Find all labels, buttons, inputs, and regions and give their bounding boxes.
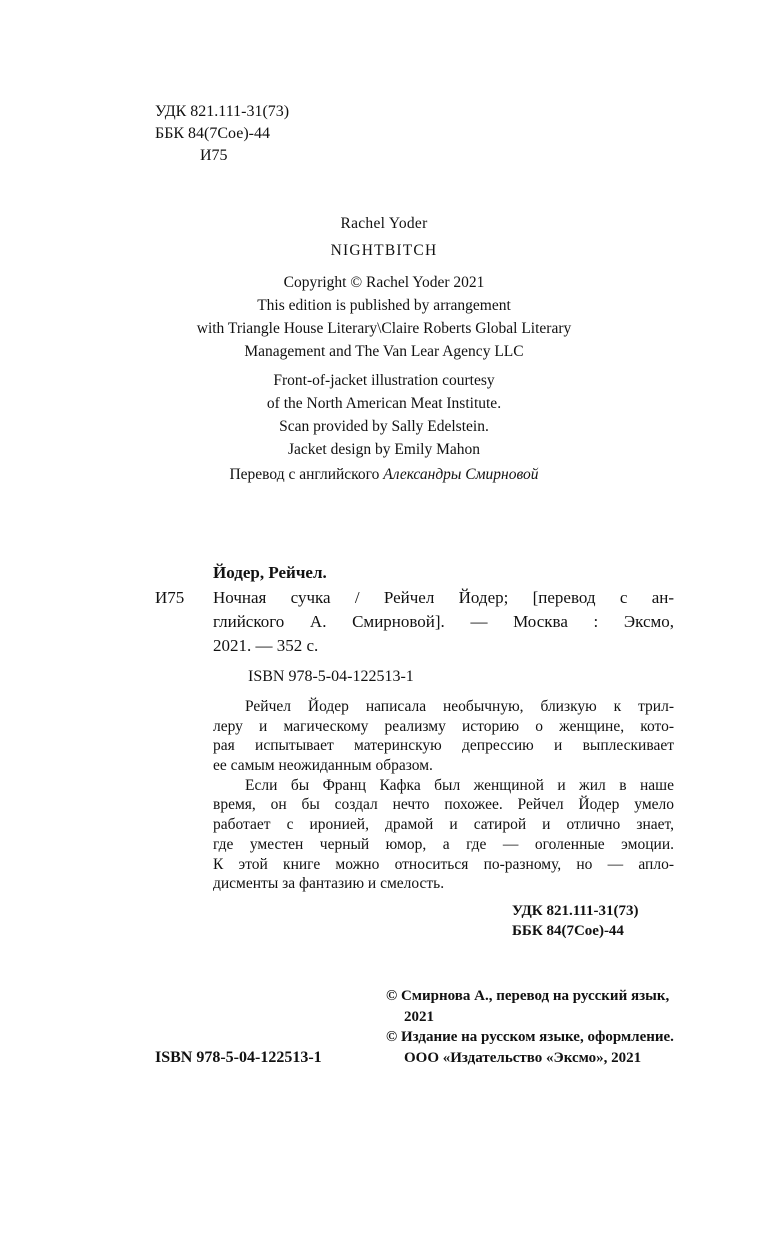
copyright-line: with Triangle House Literary\Claire Roberts Global Literary <box>196 320 572 337</box>
copyright-line: Copyright © Rachel Yoder 2021 <box>283 274 485 291</box>
translation-prefix: Перевод с английского <box>229 466 380 483</box>
copyright-line: This edition is published by arrangement <box>257 297 511 314</box>
annotation-line: ее самым неожиданным образом. <box>213 757 433 775</box>
annotation-line: Если бы Франц Кафка был женщиной и жил в наше <box>245 776 674 794</box>
cover-credits <box>0 369 768 461</box>
cover-credit-line: Front-of-jacket illustration courtesy <box>273 372 495 389</box>
original-title: NIGHTBITCH <box>330 242 438 259</box>
copyright-line: Management and The Van Lear Agency LLC <box>244 343 524 360</box>
top-classification-codes <box>155 101 289 167</box>
cover-credit-line: Scan provided by Sally Edelstein. <box>279 418 489 435</box>
catalog-entry-heading: Йодер, Рейчел. <box>213 563 327 582</box>
catalog-entry-isbn: ISBN 978-5-04-122513-1 <box>248 668 414 685</box>
translation-credit <box>0 465 768 485</box>
annotation-line: работает с иронией, драмой и сатирой и отлично знает, <box>213 816 674 834</box>
copyright-note-line: © Издание на русском языке, оформление. <box>386 1029 674 1045</box>
catalog-entry-code: И75 <box>155 588 185 607</box>
copyright-notice <box>0 271 768 363</box>
bottom-bbk-code: ББК 84(7Сое)-44 <box>512 923 624 939</box>
cover-credit-line: of the North American Meat Institute. <box>266 395 502 412</box>
catalog-entry-description <box>213 586 674 658</box>
description-line: 2021. — 352 с. <box>213 636 319 655</box>
description-line: Ночная сучка / Рейчел Йодер; [перевод с ан- <box>213 588 674 607</box>
translator-name: Александры Смирновой <box>383 466 539 483</box>
annotation <box>213 697 674 894</box>
cover-credit-line: Jacket design by Emily Mahon <box>288 441 480 458</box>
author-code: И75 <box>200 147 228 164</box>
copyright-note-line: © Смирнова А., перевод на русский язык, <box>386 988 670 1004</box>
annotation-line: К этой книге можно относиться по-разному, но — апло- <box>213 855 674 873</box>
annotation-line: Рейчел Йодер написала необычную, близкую к трил- <box>245 698 674 715</box>
udk-code: УДК 821.111-31(73) <box>155 103 290 120</box>
annotation-line: рая испытывает материнскую депрессию и выплескивает <box>213 737 674 755</box>
annotation-line: дисменты за фантазию и смелость. <box>213 875 445 893</box>
isbn-bottom: ISBN 978-5-04-122513-1 <box>155 1049 322 1066</box>
copyright-note-line: ООО «Издательство «Эксмо», 2021 <box>404 1049 642 1066</box>
original-author: Rachel Yoder <box>340 215 428 232</box>
bottom-classification-codes <box>512 901 639 941</box>
annotation-line: время, он бы создал нечто похожее. Рейчел Йодер умело <box>213 796 674 814</box>
bottom-udk-code: УДК 821.111-31(73) <box>512 903 639 919</box>
russian-copyright-notes <box>386 986 674 1068</box>
description-line: глийского А. Смирновой]. — Москва : Эксмо, <box>213 612 674 631</box>
bbk-code: ББК 84(7Сое)-44 <box>155 125 270 142</box>
copyright-note-line: 2021 <box>404 1008 434 1025</box>
annotation-line: леру и магическому реализму историю о женщине, кото- <box>213 717 674 735</box>
annotation-line: где уместен черный юмор, а где — оголенные эмоции. <box>213 835 674 853</box>
